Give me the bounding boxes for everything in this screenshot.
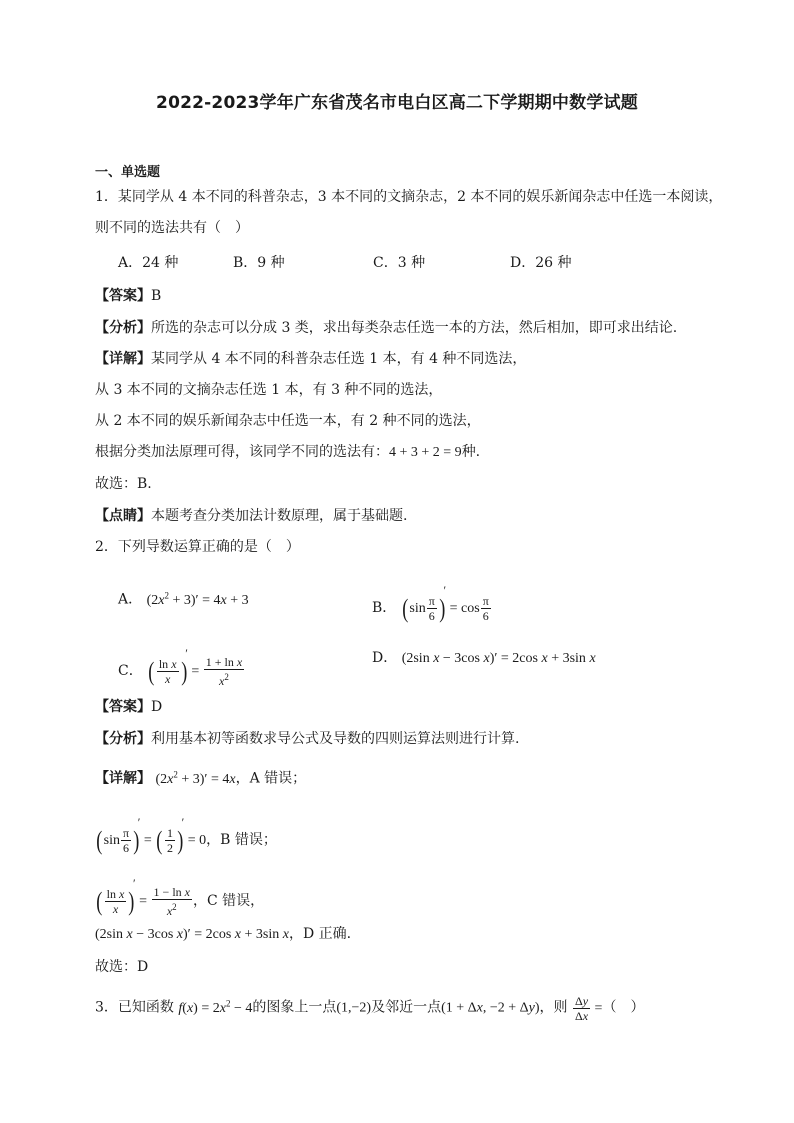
sum-expression: 4 + 3 + 2 = 9 (389, 445, 462, 460)
formula-a: $(2x^2 + 3)' = 4x + 3$ (146, 590, 249, 608)
page-title: 2022-2023学年广东省茂名市电白区高二下学期期中数学试题 (156, 93, 638, 113)
q2-option-b (372, 580, 492, 623)
formula-function: $f(x) = 2x^2 - 4$ (178, 998, 253, 1016)
q1-option-c: C．3 种 (373, 255, 426, 271)
q1-answer (95, 286, 161, 306)
q1-option-d: D．26 种 (510, 255, 572, 271)
answer-tag: 【答案】 (95, 699, 151, 715)
q2-option-a (118, 585, 249, 611)
option-label: D． (372, 650, 398, 666)
answer-value: B (151, 288, 162, 304)
q1-option-b: B．9 种 (233, 255, 285, 271)
q2-option-c (118, 643, 245, 688)
detail-a-result: ，A 错误； (235, 770, 307, 787)
q2-detail-a (95, 764, 306, 790)
q1-conclusion: 故选：B. (95, 476, 152, 492)
detail-d-result: ，D 正确. (288, 926, 352, 942)
analysis-text: 利用基本初等函数求导公式及导数的四则运算法则进行计算. (151, 731, 520, 747)
q1-detail-line2: 从 3 本不同的文摘杂志任选 1 本，有 3 种不同的选法， (95, 382, 443, 398)
formula-near-point: (1 + Δx, −2 + Δy) (441, 1000, 540, 1016)
formula-detail-b: (sin $\frac{\pi}{6}$ )′ = ( $\frac{1}{2}$ )′ = 0 (96, 815, 207, 856)
detail-text: 某同学从 4 本不同的科普杂志任选 1 本，有 4 种不同选法， (151, 351, 527, 367)
comment-text: 本题考查分类加法计数原理，属于基础题. (151, 508, 408, 524)
formula-d: (2sin x − 3cos x)′ = 2cos x + 3sin x (401, 651, 596, 666)
q2-option-d (372, 648, 596, 669)
q3-mid2: 及邻近一点 (371, 999, 442, 1016)
option-label: C． (118, 663, 143, 679)
comment-tag: 【点睛】 (95, 508, 151, 524)
detail-b-result: ，B 错误； (206, 832, 277, 848)
q2-answer (95, 697, 162, 717)
q2-detail-d (95, 924, 351, 945)
analysis-text: 所选的杂志可以分成 3 类，求出每类杂志任选一本的方法，然后相加，即可求出结论. (151, 320, 678, 336)
q3-prefix: 3．已知函数 (95, 999, 174, 1016)
formula-c: ( $\frac{\text{ln x}}{x}$ )′ = $\frac{\text{1 + ln x}}{x^2}$ (148, 646, 243, 689)
q1-analysis (95, 318, 677, 338)
q3-mid: 的图象上一点 (252, 999, 337, 1016)
q2-stem: 2．下列导数运算正确的是（ ） (95, 539, 300, 555)
detail-c-result: ，C 错误， (192, 893, 265, 909)
formula-point: (1,−2) (336, 1000, 372, 1016)
analysis-tag: 【分析】 (95, 320, 151, 336)
q1-detail-line3: 从 2 本不同的娱乐新闻杂志中任选一本，有 2 种不同的选法， (95, 413, 481, 429)
q1-detail-line4 (95, 442, 480, 463)
q1-stem-line2: 则不同的选法共有（ ） (95, 220, 249, 236)
formula-b: (sin $\frac{\pi}{6}$ )′ = cos $\frac{\pi}{6}$ (402, 583, 489, 624)
q1-stem-line1: 1．某同学从 4 本不同的科普杂志，3 本不同的文摘杂志，2 本不同的娱乐新闻杂志中任选一本阅读， (95, 189, 723, 205)
detail-tag: 【详解】 (95, 351, 151, 367)
answer-tag: 【答案】 (95, 288, 151, 304)
q1-detail-line1 (95, 349, 526, 369)
q3-stem (95, 993, 644, 1023)
q2-analysis (95, 729, 519, 749)
q1-option-a: A．24 种 (118, 255, 179, 271)
q1-comment (95, 506, 407, 526)
q2-conclusion: 故选：D (95, 959, 149, 975)
formula-ratio: $\frac{\Delta y}{\Delta x}$ = (575, 993, 603, 1023)
q3-then: ，则 (539, 999, 568, 1016)
detail-tag: 【详解】 (95, 770, 151, 787)
formula-detail-c: ( $\frac{\text{ln x}}{x}$ )′ = $\frac{\text{1 − ln x}}{x^2}$ (96, 876, 190, 919)
detail-text: 根据分类加法原理可得，该同学不同的选法有： (95, 444, 389, 460)
q2-detail-b (95, 812, 277, 855)
formula-detail-a: $(2x^2 + 3)' = 4x$ (155, 769, 236, 787)
sum-tail: 种. (461, 444, 481, 460)
section-heading: 一、单选题 (95, 165, 161, 180)
option-label: A． (118, 591, 143, 608)
q3-end: （ ） (602, 999, 645, 1016)
option-label: B． (372, 600, 397, 616)
answer-value: D (151, 699, 163, 715)
q2-detail-c (95, 873, 264, 918)
formula-detail-d: (2sin x − 3cos x)′ = 2cos x + 3sin x (95, 927, 289, 942)
analysis-tag: 【分析】 (95, 731, 151, 747)
